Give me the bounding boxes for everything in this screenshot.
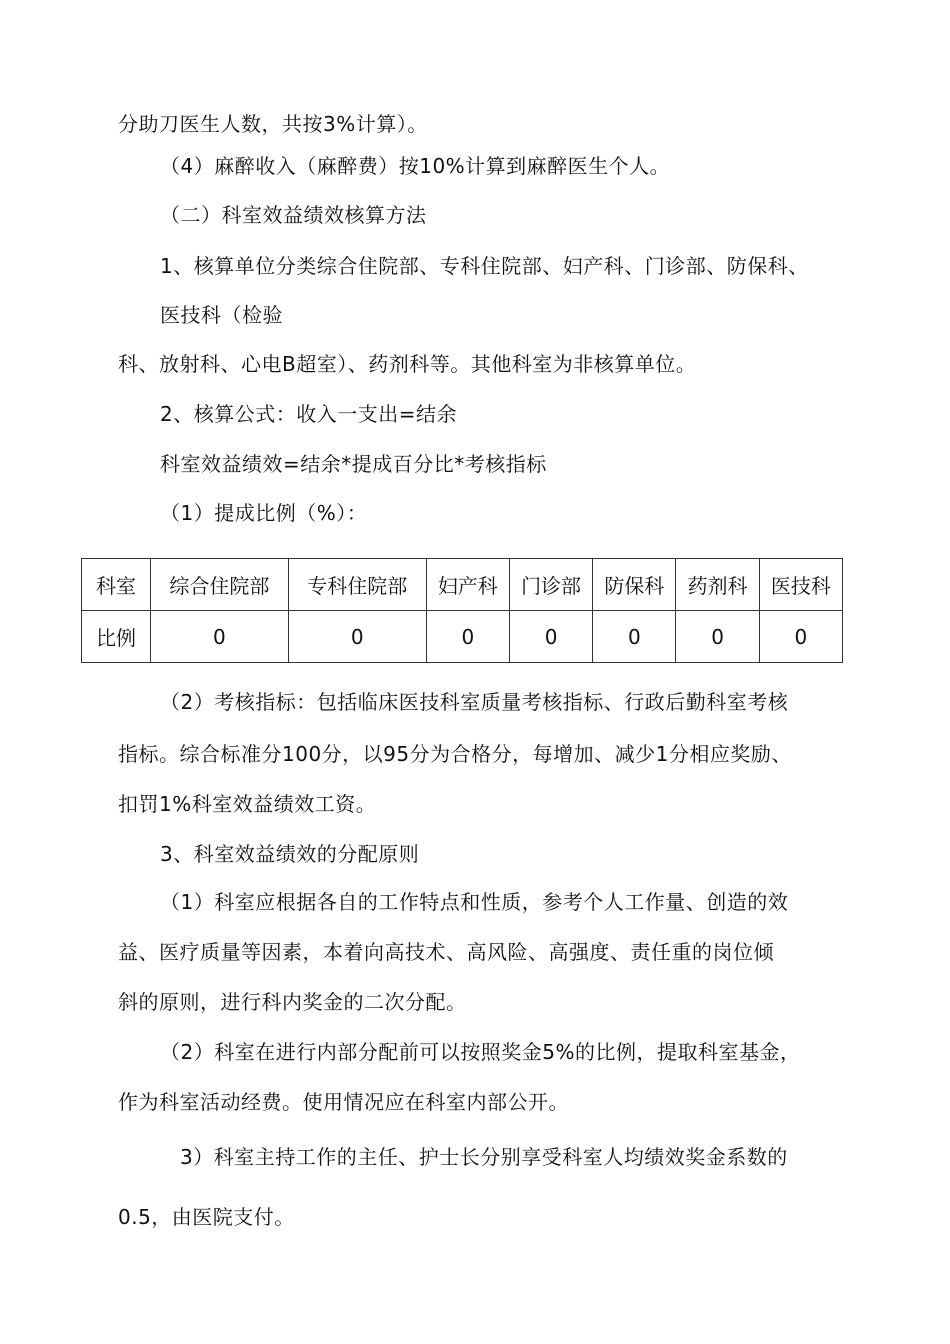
paragraph-text: （2）考核指标：包括临床医技科室质量考核指标、行政后勤科室考核 [160,690,789,714]
table-header-cell: 妇产科 [426,559,509,611]
table-cell: 0 [509,611,592,663]
formula-text: 科室效益绩效=结余*提成百分比*考核指标 [160,452,547,476]
table-cell: 0 [759,611,842,663]
section-heading: 3、科室效益绩效的分配原则 [160,842,420,866]
paragraph-text: （1）提成比例（%）： [160,501,368,525]
ratio-table [81,558,843,663]
paragraph-text: 3）科室主持工作的主任、护士长分别享受科室人均绩效奖金系数的 [180,1145,788,1169]
table-row-label: 比例 [82,611,151,663]
table-header-cell: 科室 [82,559,151,611]
table-header-cell: 医技科 [759,559,842,611]
paragraph-text: （1）科室应根据各自的工作特点和性质，参考个人工作量、创造的效 [160,890,789,914]
table-header-row [82,559,843,611]
table-cell: 0 [288,611,426,663]
paragraph-text: 益、医疗质量等因素，本着向高技术、高风险、高强度、责任重的岗位倾 [118,940,774,964]
paragraph-text: 0.5，由医院支付。 [118,1205,295,1229]
paragraph-text: 医技科（检验 [160,303,283,327]
table-row [82,611,843,663]
table-header-cell: 专科住院部 [288,559,426,611]
paragraph-text: 科、放射科、心电B超室）、药剂科等。其他科室为非核算单位。 [118,352,697,376]
section-heading: （二）科室效益绩效核算方法 [160,203,427,227]
table-header-cell: 门诊部 [509,559,592,611]
paragraph-text: 作为科室活动经费。使用情况应在科室内部公开。 [118,1090,569,1114]
paragraph-text: 1、核算单位分类综合住院部、专科住院部、妇产科、门诊部、防保科、 [160,254,809,278]
table-header-cell: 防保科 [593,559,676,611]
paragraph-text: （4）麻醉收入（麻醉费）按10%计算到麻醉医生个人。 [160,154,671,178]
table-cell: 0 [151,611,289,663]
table-header-cell: 药剂科 [676,559,759,611]
paragraph-text: 扣罚1%科室效益绩效工资。 [118,792,377,816]
paragraph-text: 斜的原则，进行科内奖金的二次分配。 [118,990,467,1014]
paragraph-text: 2、核算公式：收入一支出=结余 [160,402,457,426]
table-header-cell: 综合住院部 [151,559,289,611]
table-cell: 0 [676,611,759,663]
paragraph-text: 分助刀医生人数，共按3%计算）。 [118,112,428,136]
table-cell: 0 [426,611,509,663]
paragraph-text: 指标。综合标准分100分，以95分为合格分，每增加、减少1分相应奖励、 [118,742,792,766]
table-cell: 0 [593,611,676,663]
paragraph-text: （2）科室在进行内部分配前可以按照奖金5%的比例，提取科室基金， [160,1040,801,1064]
